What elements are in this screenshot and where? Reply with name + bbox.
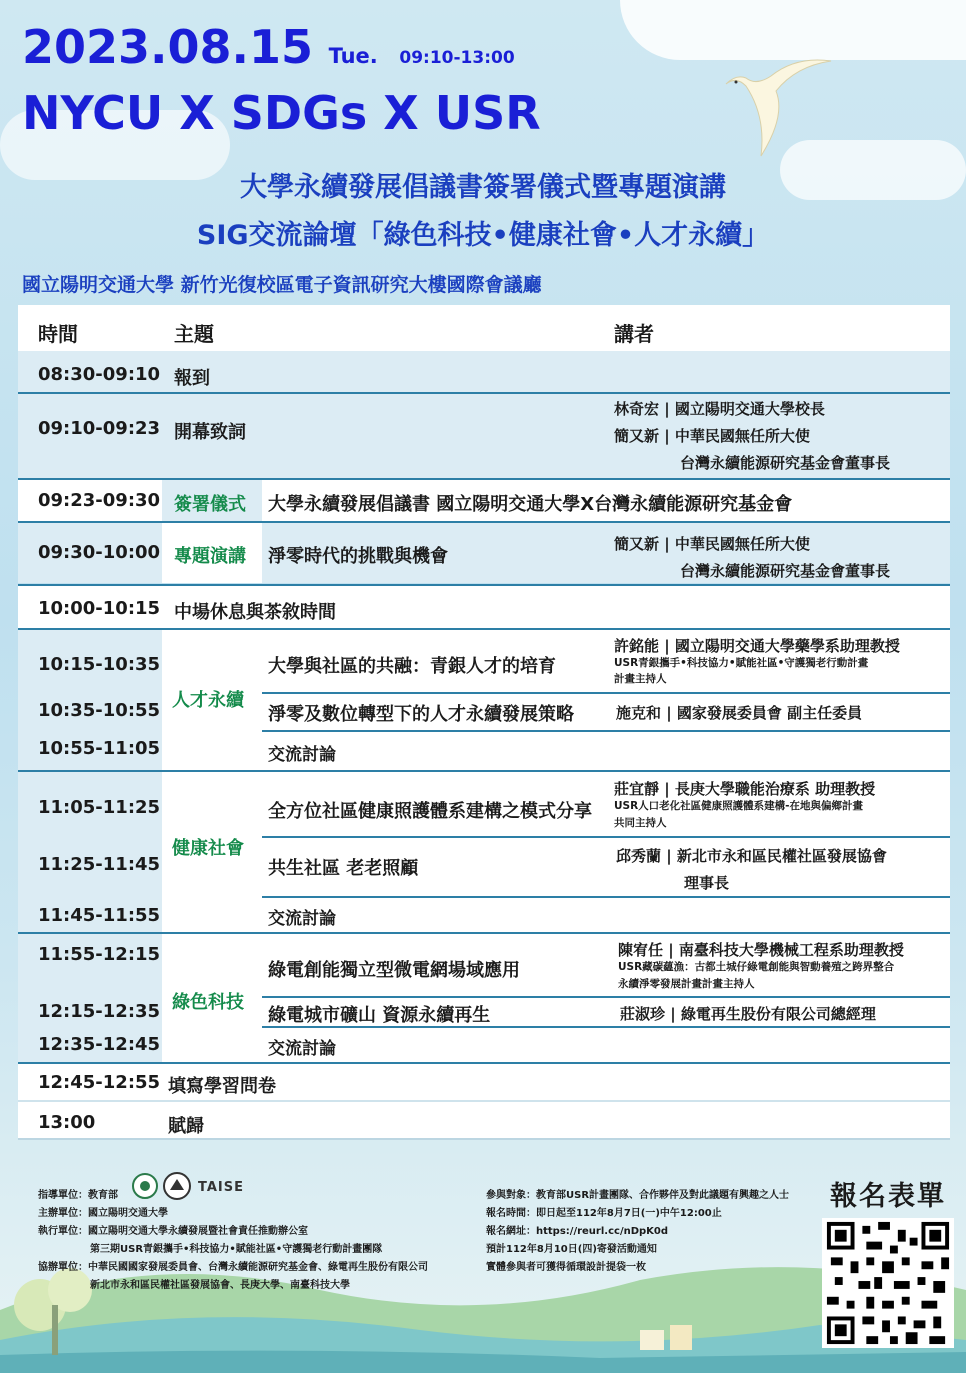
divider bbox=[262, 896, 950, 898]
speaker: 莊宜靜 | 長庚大學職能治療系 助理教授 bbox=[614, 780, 876, 798]
speaker: 林奇宏 | 國立陽明交通大學校長 bbox=[614, 400, 825, 418]
co-unit-2: 新北市永和區民權社區發展協會、長庚大學、南臺科技大學 bbox=[90, 1280, 350, 1291]
col-topic-header: 主題 bbox=[174, 322, 214, 346]
row-topic: 賦歸 bbox=[168, 1116, 204, 1137]
session-label: 健康社會 bbox=[172, 838, 244, 859]
talent-block bbox=[18, 630, 950, 770]
co-unit: 協辦單位：中華民國國家發展委員會、台灣永續能源研究基金會、綠電再生股份有限公司 bbox=[38, 1262, 428, 1273]
row-time: 10:00-10:15 bbox=[38, 598, 161, 619]
row-time: 11:25-11:45 bbox=[38, 854, 161, 875]
row-time: 11:45-11:55 bbox=[38, 905, 161, 926]
divider bbox=[262, 692, 950, 694]
row-topic: 大學永續發展倡議書 國立陽明交通大學X台灣永續能源研究基金會 bbox=[268, 494, 793, 515]
notice-date: 預計112年8月10日(四)寄發活動通知 bbox=[486, 1244, 657, 1255]
speaker: 莊淑珍 | 綠電再生股份有限公司總經理 bbox=[620, 1005, 876, 1023]
speaker: 台灣永續能源研究基金會董事長 bbox=[680, 454, 891, 472]
row-time: 11:55-12:15 bbox=[38, 944, 161, 965]
session-label: 專題演講 bbox=[174, 546, 246, 567]
event-date bbox=[22, 20, 515, 74]
divider bbox=[18, 1138, 950, 1140]
seal-logo-icon bbox=[163, 1172, 191, 1200]
divider bbox=[262, 996, 950, 998]
page-title: NYCU X SDGs X USR bbox=[22, 86, 541, 140]
row-topic: 淨零時代的挑戰與機會 bbox=[268, 546, 448, 567]
divider bbox=[262, 730, 950, 732]
row-time: 11:05-11:25 bbox=[38, 797, 161, 818]
speaker: 施克和 | 國家發展委員會 副主任委員 bbox=[616, 704, 863, 722]
green-block bbox=[18, 934, 950, 1062]
subtitle-1: 大學永續發展倡議書簽署儀式暨專題演講 bbox=[240, 172, 726, 203]
speaker: 理事長 bbox=[684, 874, 730, 892]
row-time: 12:35-12:45 bbox=[38, 1034, 161, 1055]
table-row bbox=[18, 480, 950, 521]
row-topic: 交流討論 bbox=[268, 745, 336, 765]
row-time: 09:10-09:23 bbox=[38, 418, 161, 439]
col-time-header: 時間 bbox=[38, 322, 78, 346]
row-time: 09:30-10:00 bbox=[38, 542, 161, 563]
row-topic: 報到 bbox=[174, 368, 210, 389]
speaker: 簡又新 | 中華民國無任所大使 bbox=[614, 427, 810, 445]
speaker: 台灣永續能源研究基金會董事長 bbox=[680, 562, 891, 580]
cloud bbox=[620, 0, 966, 60]
speaker-note: 計畫主持人 bbox=[614, 673, 667, 685]
table-row bbox=[18, 523, 950, 583]
taise-logo: TAISE bbox=[198, 1180, 244, 1195]
row-topic: 淨零及數位轉型下的人才永續發展策略 bbox=[268, 704, 574, 725]
table-row bbox=[18, 1102, 950, 1138]
row-topic: 交流討論 bbox=[268, 909, 336, 929]
row-topic: 大學與社區的共融：青銀人才的培育 bbox=[268, 656, 556, 677]
bird-icon bbox=[716, 56, 836, 166]
registration-form-label: 報名表單 bbox=[830, 1181, 946, 1212]
row-topic: 綠電創能獨立型微電網場域應用 bbox=[268, 960, 520, 981]
table-row bbox=[18, 586, 950, 628]
table-row bbox=[18, 1064, 950, 1100]
moe-logo-icon bbox=[132, 1173, 158, 1199]
speaker: 許銘能 | 國立陽明交通大學藥學系助理教授 bbox=[614, 637, 900, 655]
speaker-note: USR人口老化社區健康照護體系建構-在地與偏鄉計畫 bbox=[614, 800, 864, 812]
table-row bbox=[18, 351, 950, 393]
host-unit: 主辦單位：國立陽明交通大學 bbox=[38, 1208, 168, 1219]
speaker-note: USR藏碳蘊漁：古都土城仔綠電創能與智動養殖之跨界整合 bbox=[618, 961, 895, 973]
row-time: 10:55-11:05 bbox=[38, 738, 161, 759]
row-topic: 填寫學習問卷 bbox=[168, 1076, 276, 1097]
exec-unit: 執行單位：國立陽明交通大學永續發展暨社會責任推動辦公室 bbox=[38, 1226, 308, 1237]
registration-url[interactable]: 報名網址：https://reurl.cc/nDpK0d bbox=[486, 1226, 669, 1237]
row-topic: 開幕致詞 bbox=[174, 422, 246, 443]
qr-code-icon bbox=[822, 1218, 954, 1348]
subtitle-2: SIG交流論壇「綠色科技•健康社會•人才永續」 bbox=[196, 220, 770, 251]
registration-time: 報名時間：即日起至112年8月7日(一)中午12:00止 bbox=[486, 1208, 722, 1219]
speaker: 陳宥任 | 南臺科技大學機械工程系助理教授 bbox=[618, 941, 904, 959]
row-topic: 共生社區 老老照顧 bbox=[268, 858, 419, 879]
gift-note: 實體參與者可獲得循環設計提袋一枚 bbox=[486, 1262, 646, 1273]
date-text: 2023.08.15 bbox=[22, 20, 314, 74]
time-text: 09:10-13:00 bbox=[399, 48, 515, 68]
col-speaker-header: 講者 bbox=[614, 322, 654, 346]
row-topic: 綠電城市礦山 資源永續再生 bbox=[268, 1005, 491, 1026]
session-label: 人才永續 bbox=[172, 690, 244, 711]
table-row bbox=[18, 394, 950, 478]
row-time: 12:15-12:35 bbox=[38, 1001, 161, 1022]
divider bbox=[262, 1026, 950, 1028]
row-time: 08:30-09:10 bbox=[38, 364, 161, 385]
exec-unit-2: 第三期USR青銀攜手•科技協力•賦能社區•守護獨老行動計畫團隊 bbox=[90, 1244, 383, 1255]
table-header-row bbox=[18, 305, 950, 351]
venue: 國立陽明交通大學 新竹光復校區電子資訊研究大樓國際會議廳 bbox=[22, 274, 542, 296]
speaker-note: USR青銀攜手•科技協力•賦能社區•守護獨老行動計畫 bbox=[614, 657, 869, 669]
guide-unit: 指導單位：教育部 bbox=[38, 1190, 118, 1201]
row-time: 09:23-09:30 bbox=[38, 490, 161, 511]
session-label: 綠色科技 bbox=[172, 992, 244, 1013]
row-time: 10:15-10:35 bbox=[38, 654, 161, 675]
session-label: 簽署儀式 bbox=[174, 494, 246, 515]
row-time: 10:35-10:55 bbox=[38, 700, 161, 721]
row-topic: 全方位社區健康照護體系建構之模式分享 bbox=[268, 801, 592, 822]
speaker: 邱秀蘭 | 新北市永和區民權社區發展協會 bbox=[616, 847, 887, 865]
speaker-note: 永續淨零發展計畫計畫主持人 bbox=[618, 978, 755, 990]
row-time: 12:45-12:55 bbox=[38, 1072, 161, 1093]
speaker-note: 共同主持人 bbox=[614, 817, 667, 829]
speaker: 簡又新 | 中華民國無任所大使 bbox=[614, 535, 810, 553]
registration-qr-code[interactable] bbox=[822, 1218, 954, 1348]
row-topic: 交流討論 bbox=[268, 1039, 336, 1059]
divider bbox=[262, 836, 950, 838]
health-block bbox=[18, 772, 950, 932]
weekday-text: Tue. bbox=[328, 44, 378, 68]
audience: 參與對象：教育部USR計畫團隊、合作夥伴及對此議題有興趣之人士 bbox=[486, 1190, 790, 1201]
row-topic: 中場休息與茶敘時間 bbox=[174, 602, 336, 623]
row-time: 13:00 bbox=[38, 1112, 96, 1133]
